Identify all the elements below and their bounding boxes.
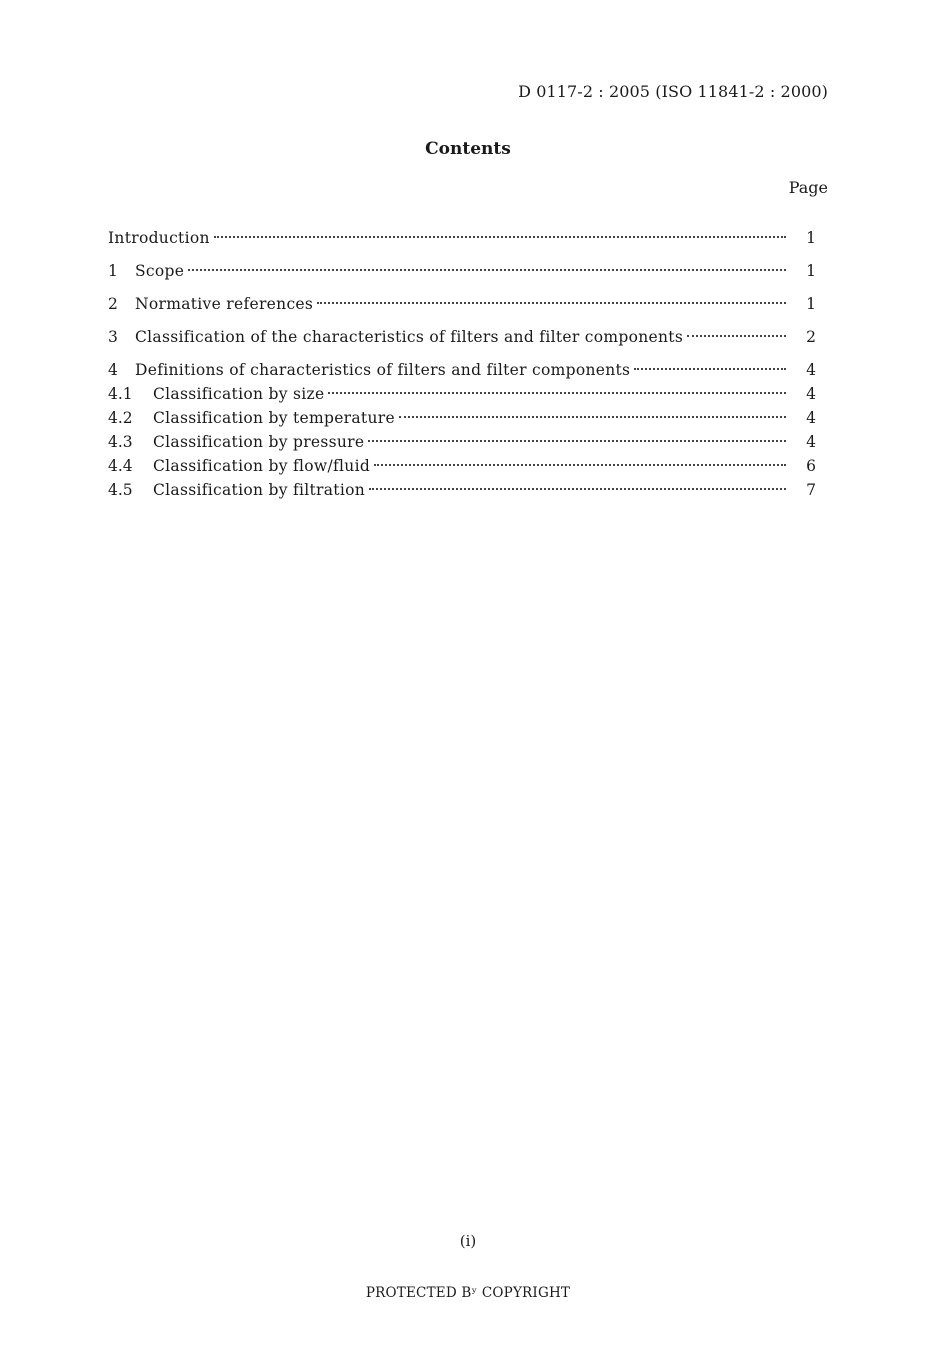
toc-entry-number: 4: [108, 361, 118, 379]
toc-entry-label: Classification by flow/fluid: [153, 457, 371, 475]
toc-entry-number: 3: [108, 328, 118, 346]
toc-entry-page: 4: [806, 385, 816, 403]
toc-entry-temperature[interactable]: [108, 406, 816, 430]
toc-entry-label: Introduction: [108, 229, 210, 247]
dot-leader: [317, 302, 786, 304]
dot-leader: [634, 368, 786, 370]
toc-entry-pressure[interactable]: [108, 430, 816, 454]
toc-entry-filtration[interactable]: [108, 478, 816, 502]
table-of-contents: [108, 226, 816, 502]
page-number: (i): [459, 1232, 477, 1250]
toc-entry-page: 4: [806, 409, 816, 427]
toc-entry-number: 4.4: [108, 457, 133, 475]
toc-entry-introduction[interactable]: [108, 226, 816, 250]
dot-leader: [687, 335, 786, 337]
toc-entry-label: Normative references: [135, 295, 314, 313]
toc-entry-normative-references[interactable]: [108, 292, 816, 316]
page-column-label: Page: [788, 178, 828, 197]
toc-entry-number: 1: [108, 262, 118, 280]
dot-leader: [214, 236, 786, 238]
dot-leader: [369, 488, 786, 490]
toc-entry-number: 4.1: [108, 385, 133, 403]
toc-entry-number: 4.3: [108, 433, 133, 451]
dot-leader: [399, 416, 786, 418]
toc-entry-page: 1: [806, 295, 816, 313]
toc-entry-number: 4.5: [108, 481, 133, 499]
toc-entry-page: 6: [806, 457, 816, 475]
toc-entry-label: Definitions of characteristics of filters and filter components: [135, 361, 631, 379]
contents-title: Contents: [425, 139, 511, 159]
dot-leader: [368, 440, 786, 442]
toc-entry-classification-characteristics[interactable]: [108, 325, 816, 349]
toc-entry-page: 4: [806, 433, 816, 451]
dot-leader: [328, 392, 786, 394]
toc-entry-label: Classification by filtration: [153, 481, 366, 499]
toc-entry-page: 4: [806, 361, 816, 379]
toc-entry-page: 2: [806, 328, 816, 346]
document-identifier: D 0117-2 : 2005 (ISO 11841-2 : 2000): [518, 82, 828, 101]
toc-entry-label: Scope: [135, 262, 185, 280]
toc-entry-label: Classification of the characteristics of filters and filter components: [135, 328, 684, 346]
toc-entry-page: 1: [806, 262, 816, 280]
toc-entry-number: 4.2: [108, 409, 133, 427]
toc-entry-number: 2: [108, 295, 118, 313]
toc-entry-label: Classification by temperature: [153, 409, 395, 427]
toc-entry-size[interactable]: [108, 382, 816, 406]
dot-leader: [188, 269, 786, 271]
toc-entry-page: 7: [806, 481, 816, 499]
toc-entry-scope[interactable]: [108, 259, 816, 283]
toc-entry-definitions[interactable]: [108, 358, 816, 382]
toc-entry-page: 1: [806, 229, 816, 247]
toc-entry-label: Classification by pressure: [153, 433, 365, 451]
toc-entry-flow-fluid[interactable]: [108, 454, 816, 478]
copyright-notice: PROTECTED Bʸ COPYRIGHT: [365, 1285, 571, 1301]
dot-leader: [374, 464, 786, 466]
toc-entry-label: Classification by size: [153, 385, 325, 403]
